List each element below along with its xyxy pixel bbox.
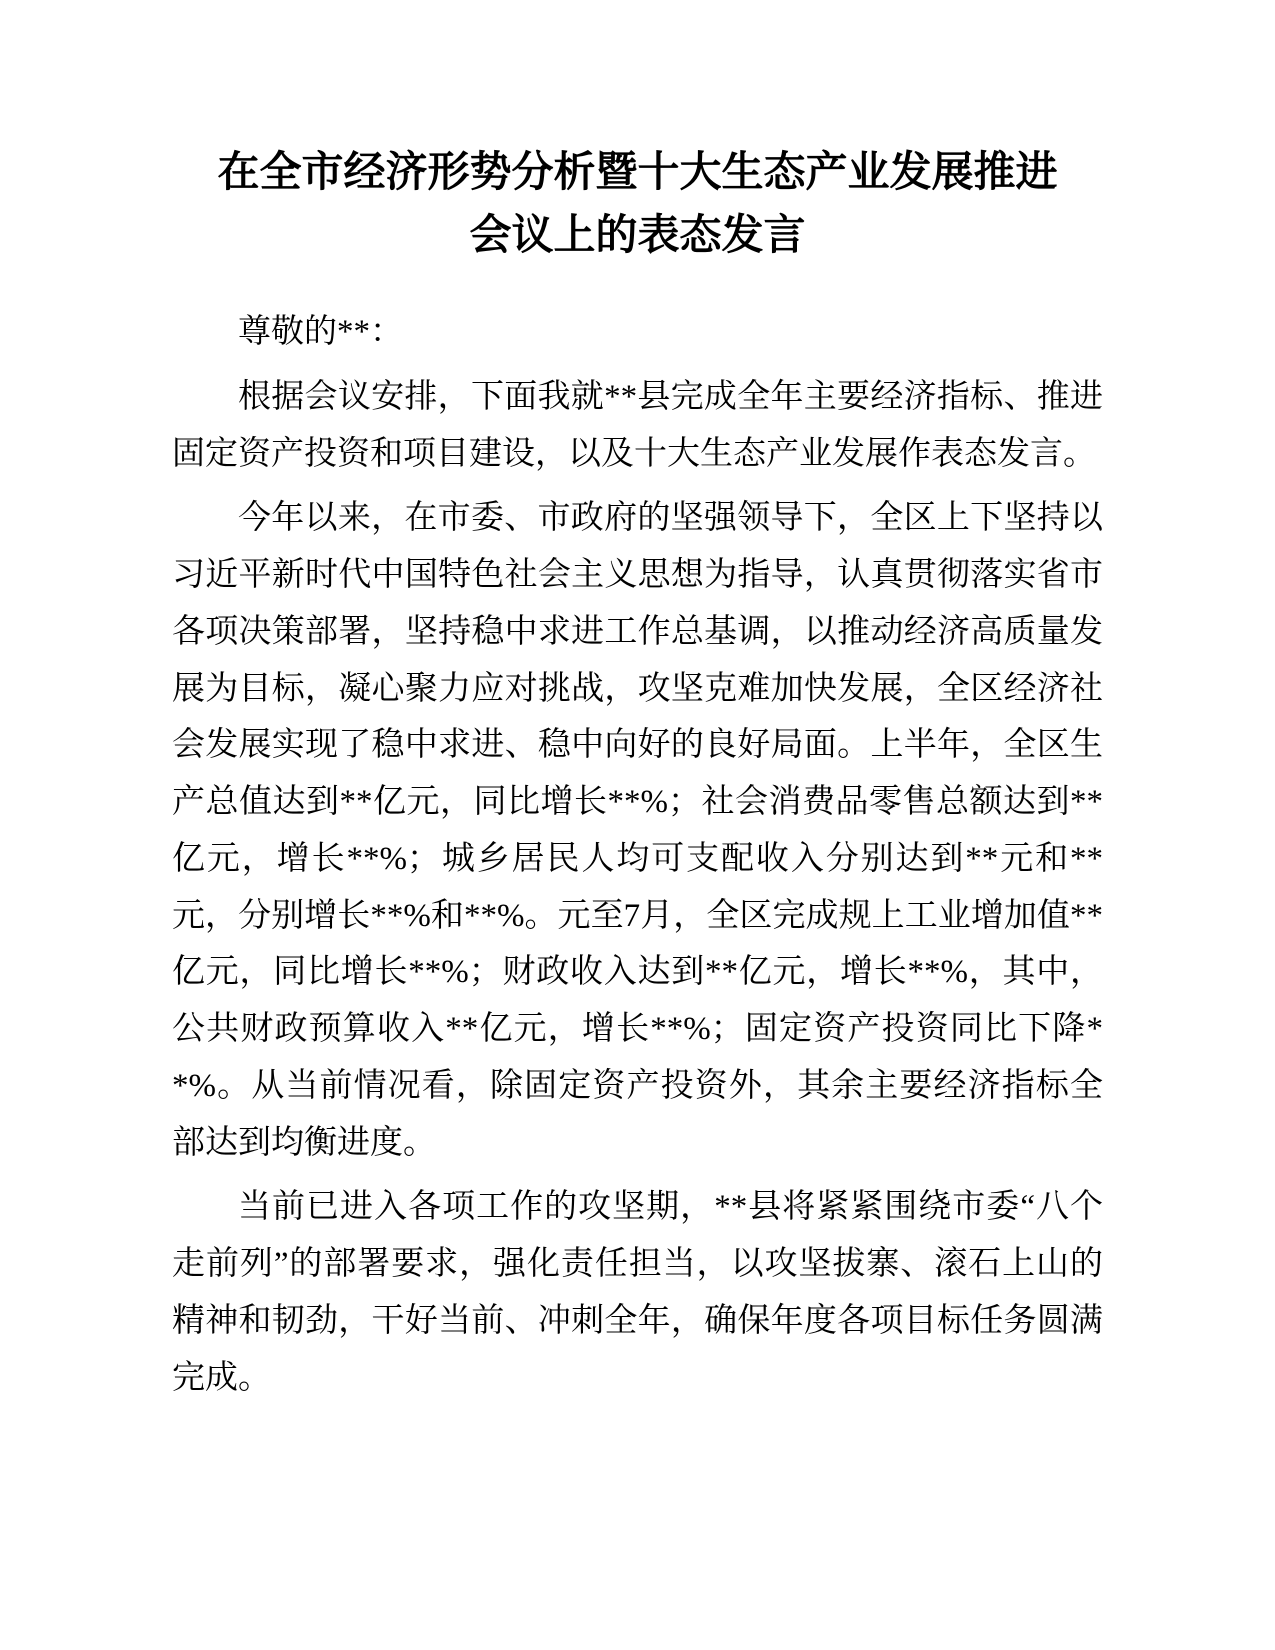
document-title-line-2: 会议上的表态发言 <box>469 211 806 258</box>
intro-paragraph: 根据会议安排，下面我就**县完成全年主要经济指标、推进固定资产投资和项目建设，以及十大生态产业发展作表态发言。 <box>172 378 1103 472</box>
economic-report-paragraph: 今年以来，在市委、市政府的坚强领导下，全区上下坚持以习近平新时代中国特色社会主义思想为指导，认真贯彻落实省市各项决策部署，坚持稳中求进工作总基调，以推动经济高质量发展为目标，凝心聚力应对挑战，攻坚克难加快发展，全区经济社会发展实现了稳中求进、稳中向好的良好局面。上半年，全区生产总值达到**亿元，同比增长**%；社会消费品零售总额达到**亿元，增长**%；城乡居民人均可支配收入分别达到**元和**元，分别增长**%和**%。元至7月，全区完成规上工业增加值**亿元，同比增长**%；财政收入达到**亿元，增长**%，其中，公共财政预算收入**亿元，增长**%；固定资产投资同比下降**%。从当前情况看，除固定资产投资外，其余主要经济指标全部达到均衡进度。 <box>172 500 1103 1161</box>
commitment-paragraph: 当前已进入各项工作的攻坚期，**县将紧紧围绕市委“八个走前列”的部署要求，强化责任担当，以攻坚拔寨、滚石上山的精神和韧劲，干好当前、冲刺全年，确保年度各项目标任务圆满完成。 <box>172 1189 1103 1396</box>
document-title <box>172 140 1103 266</box>
document-body <box>172 304 1103 1406</box>
salutation-paragraph: 尊敬的**： <box>238 314 403 350</box>
document-title-line-1: 在全市经济形势分析暨十大生态产业发展推进 <box>217 148 1058 195</box>
